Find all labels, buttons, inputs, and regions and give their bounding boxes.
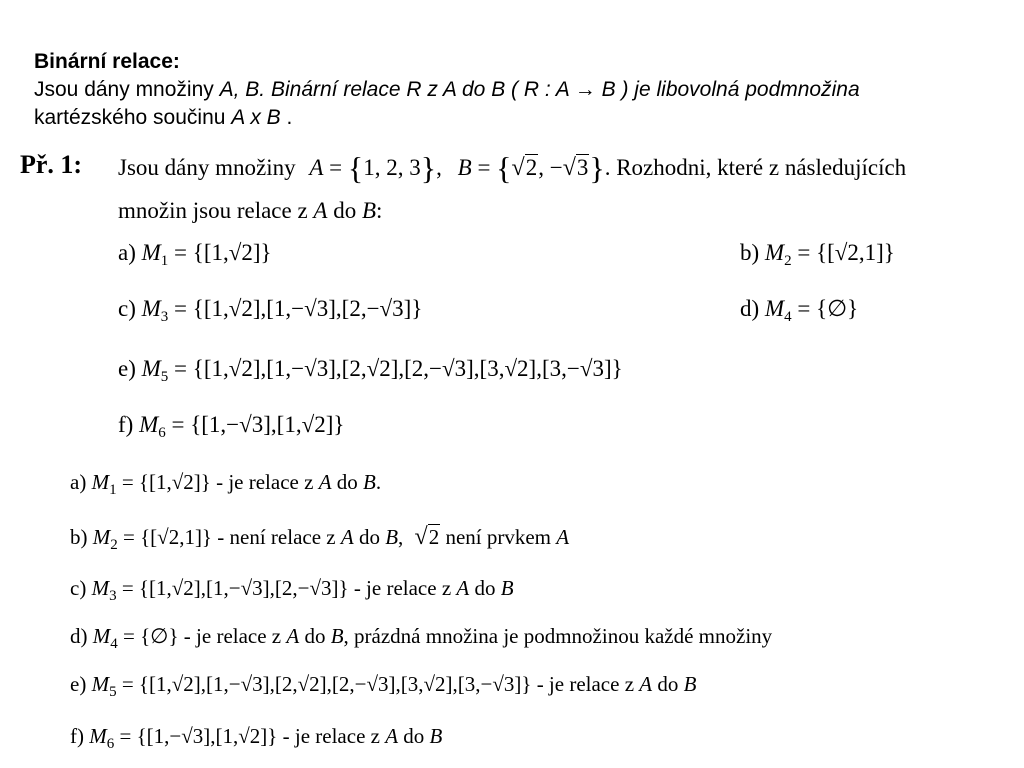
- answer-f: f) $M_6 = \{[1,-√3],[1,√2]\}$ - je relace z A do B: [70, 724, 443, 752]
- answer-e: e) $M_5 = \{[1,√2],[1,-√3],[2,√2],[2,-√3],[3,√2],[3,-√3]\}$ - je relace z A do B: [70, 672, 697, 700]
- sqrt-2: √2: [414, 524, 440, 550]
- option-f: f) $M_6 = \{[1,-√3],[1,√2]\}$: [118, 412, 345, 441]
- answer-c: c) $M_3 = \{[1,√2],[1,-√3],[2,-√3]\}$ - je relace z A do B: [70, 576, 514, 604]
- sqrt-2: √2: [511, 155, 538, 181]
- answer-a: a) $M_1 = \{[1,√2]\}$ - je relace z A do B.: [70, 470, 382, 498]
- option-d: d) $M_4$ = {∅}: [740, 296, 859, 325]
- definition-line-1: Jsou dány množiny A, B. Binární relace R z A do B ( R : A → B ) je libovolná podmnožina: [34, 78, 860, 101]
- example-intro-line-2: množin jsou relace z A do B:: [118, 198, 383, 223]
- answer-d: d) $M_4$ = {∅} - je relace z A do B, prázdná množina je podmnožinou každé množiny: [70, 624, 773, 652]
- answer-b: b) $M_2 = \{[√2,1]\}$ - není relace z A do B, √2 není prvkem A: [70, 524, 570, 553]
- option-e: e) $M_5 = \{[1,√2],[1,-√3],[2,√2],[2,-√3],[3,√2],[3,-√3]\}$: [118, 356, 623, 385]
- example-label: Př. 1:: [20, 150, 83, 179]
- definition-block: [34, 48, 994, 132]
- option-c: c) $M_3 = \{[1,√2],[1,-√3],[2,-√3]\}$: [118, 296, 423, 325]
- definition-line-2: kartézského součinu A x B .: [34, 106, 293, 129]
- option-a: a) $M_1 = \{[1,√2]\}$: [118, 240, 272, 269]
- section-title: Binární relace:: [34, 50, 180, 73]
- sqrt-3: √3: [562, 155, 589, 181]
- option-b: b) $M_2 = \{[√2,1]\}$: [740, 240, 895, 269]
- example-intro-line-1: Jsou dány množiny A = {1, 2, 3}, B = {√2, −√3}. Rozhodni, které z následujících: [118, 150, 907, 186]
